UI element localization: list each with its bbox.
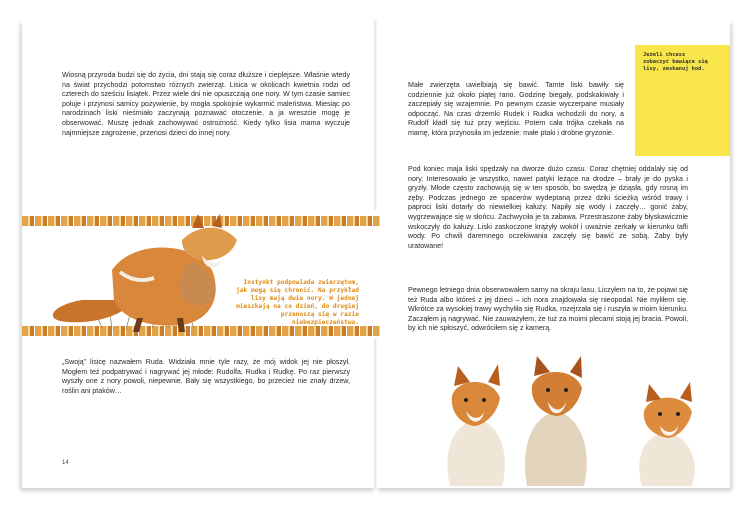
fox-ears [192,214,222,228]
illustration-caption: Instynkt podpowiada zwierzętom, jak mogą się chronić. Na przykład lisy mają dwie nory. W jednej mieszkają na co dzień, do drugiej przenoszą się w razie niebezpieczeństwa. [236,279,359,327]
left-paragraph-1: Wiosną przyroda budzi się do życia, dni stają się coraz dłuższe i cieplejsze. Właśnie wtedy na świat przychodzi potomstwo różnych zwierząt. Lisica w okolicach kwietnia rodzi od czterech do sześciu lisiątek. Przez wiele dni nie opuszczają one nory. W tym czasie samiec poluje i przynosi samicy pożywienie, by mogła spokojnie wykarmić maleństwa. Miesiąc po narodzinach liski nieśmiało zaczynają poznawać otoczenie, a ja wreszcie mogę je obserwować. Muszę jednak zachowywać ostrożność. Kiedy tylko lisia mama wyczuje najmniejsze zagrożenie, przenosi dzieci do innej nory. [62,71,350,137]
page-number: 14 [62,460,69,466]
fox-kit-2 [525,356,587,486]
sticky-note [635,45,730,156]
book-spread [22,20,730,488]
left-paragraph-2: „Swoją” lisicę nazwałem Ruda. Widziała mnie tyle razy, że mój widok jej nie płoszył. Mogłem też podpatrywać i nagrywać jej młode: Rudolfa, Rudka i Rudkę. Po raz pierwszy wyszły one z nory powoli, niepewnie. Bały się wszystkiego, bo przecież nie znały drzew, roślin ani ptaków… [62,358,350,395]
sticky-note-text: Jeżeli chcesz zobaczyć bawiące się lisy, zeskanuj kod. [643,52,708,73]
right-paragraph-1: Małe zwierzęta uwielbiają się bawić. Tamte liski bawiły się codziennie już około piątej rano. Godzinę biegały, podskakiwały i zaczepiały się wzajemnie. Po pewnym czasie wyczerpane musiały odpocząć. Na czas drzemki Rudek i Rudka wchodzili do nory, a Rudolf kładł się tuż przy wejściu. Potem cała trójka czekała na mamę, która przynosiła im jedzenie: małe ptaki i drobne gryzonie. [408,81,624,137]
fox-kits-illustration [422,356,722,486]
fox-head [182,228,237,261]
right-paragraph-2: Pod koniec maja liski spędzały na dworze dużo czasu. Coraz chętniej oddalały się od nory. Interesowało je wszystko, nawet patyki leżące na drodze – brały je do pyska i gryzły. Młode często zachowują się w ten sposób, bo swędzą je dziąsła, gdy rosną im zęby. Podczas jednego ze spacerów wydeptaną przez dziki ścieżką wśród trawy i paproci liski dotarły do niewielkiej kałuży. Napiły się wody i zaczęły… gonić żaby, wygrzewające się w słońcu. Zachwyciła je ta zabawa. Przestraszone żaby błyskawicznie wskoczyły do kałuży. Liski zaskoczone krążyły wokół i uważnie zerkały w kierunku tafli wody. Po chwili daremnego oczekiwania zaczęły się bawić ze sobą. Żaby były uratowane! [408,165,688,250]
fox-kit-3 [639,382,694,486]
right-paragraph-3: Pewnego letniego dnia obserwowałem sarny na skraju lasu. Liczyłem na to, że pojawi się też Ruda albo któreś z jej dzieci – ich nora znajdowała się nieopodal. Nie myliłem się. Wkrótce za wysokiej trawy wychyliła się Rudka, rozejrzała się i ruszyła w moim kierunku. Zacząłem ją nagrywać. Nie zauważyłem, że tuż za moimi plecami stoją jej bracia. Powoli, by ich nie spłoszyć, odwróciłem się z kamerą. [408,286,688,333]
fox-kit-1 [447,364,505,486]
fox-carrying-kit-illustration [42,200,242,340]
